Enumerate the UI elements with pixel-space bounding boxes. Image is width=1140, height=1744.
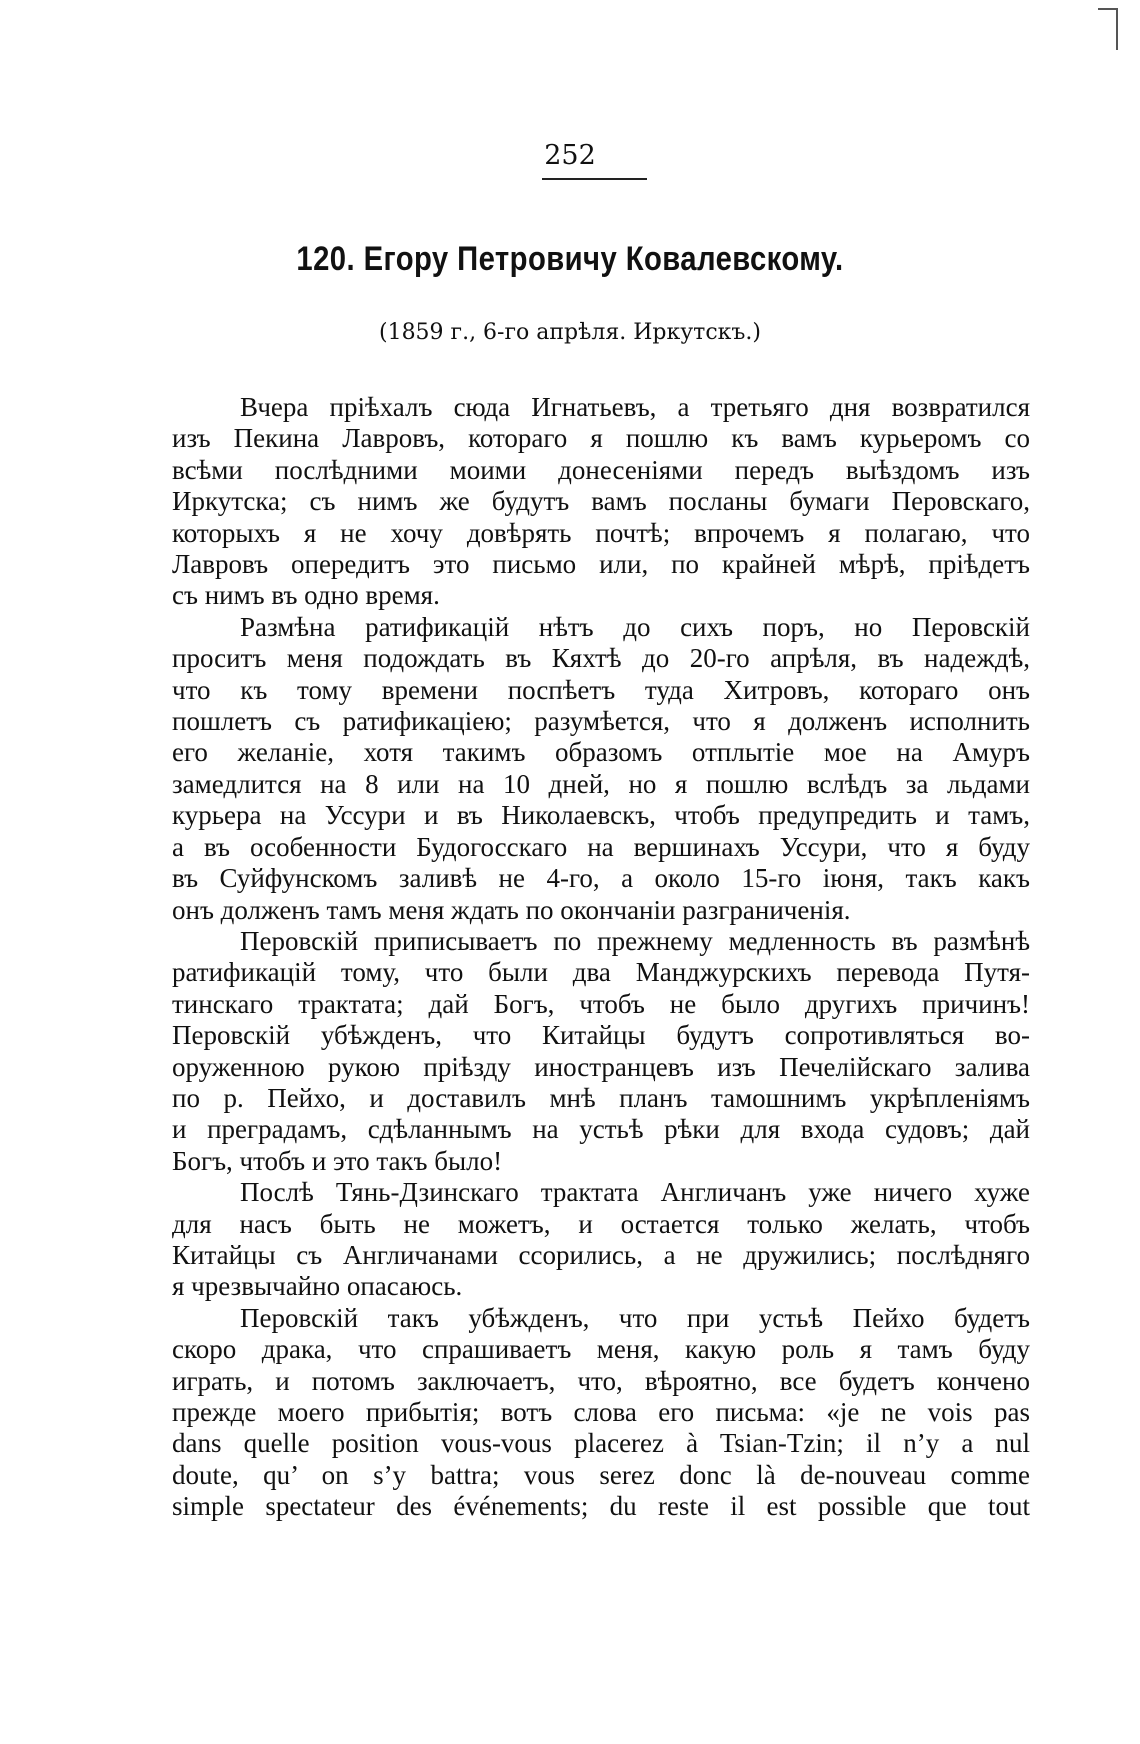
text-line: онъ долженъ тамъ меня ждать по окончаніи разграниченія. (172, 894, 851, 925)
text-line: курьера на Уссури и въ Николаевскъ, чтобъ предупредить и тамъ, (172, 800, 1030, 831)
text-line: Размѣна ратификацій нѣтъ до сихъ поръ, но Перовскій (240, 611, 1030, 642)
text-line: его желаніе, хотя такимъ образомъ отплытіе мое на Амуръ (172, 737, 1030, 768)
text-line: dans quelle position vous-vous placerez à Tsian-Tzin; il n’y a nul (172, 1428, 1030, 1459)
text-line: Перовскій приписываетъ по прежнему медленность въ размѣнѣ (240, 925, 1030, 956)
text-line: и преградамъ, сдѣланнымъ на устьѣ рѣки для входа судовъ; дай (172, 1114, 1030, 1145)
text-line: съ нимъ въ одно время. (172, 580, 440, 611)
text-line: всѣми послѣдними моими донесеніями передъ выѣздомъ изъ (172, 454, 1030, 485)
paragraph (172, 612, 1030, 926)
letter-heading: 120. Егору Петровичу Ковалевскому. (296, 240, 844, 278)
letter-body (172, 392, 1030, 1523)
text-line: Китайцы съ Англичанами ссорились, а не дружились; послѣдняго (172, 1239, 1030, 1270)
text-line: simple spectateur des événements; du reste il est possible que tout (172, 1491, 1030, 1522)
text-line: прежде моего прибытія; вотъ слова его письма: «je ne vois pas (172, 1397, 1030, 1427)
text-line: для насъ быть не можетъ, и остается только желать, чтобъ (172, 1208, 1030, 1239)
text-line: изъ Пекина Лавровъ, котораго я пошлю къ вамъ курьеромъ со (172, 423, 1030, 454)
text-line: что къ тому времени поспѣетъ туда Хитровъ, котораго онъ (172, 674, 1030, 705)
text-line: Послѣ Тянь-Дзинскаго трактата Англичанъ уже ничего хуже (240, 1177, 1030, 1208)
text-line: скоро драка, что спрашиваетъ меня, какую роль я тамъ буду (172, 1334, 1030, 1365)
paragraph (172, 392, 1030, 612)
page-edge-mark (1098, 8, 1118, 50)
text-line: оруженною рукою пріѣзду иностранцевъ изъ Печелійскаго залива (172, 1051, 1030, 1082)
paragraph (172, 1177, 1030, 1303)
text-line: замедлится на 8 или на 10 дней, но я пошлю вслѣдъ за льдами (172, 768, 1030, 799)
text-line: Перовскій такъ убѣжденъ, что при устьѣ Пейхо будетъ (240, 1302, 1030, 1333)
letter-dateline: (1859 г., 6-го апрѣля. Иркутскъ.) (378, 320, 761, 345)
text-line: doute, qu’ on s’y battra; vous serez donc là de-nouveau comme (172, 1459, 1030, 1490)
text-line: играть, и потомъ заключаетъ, что, вѣроятно, все будетъ кончено (172, 1365, 1030, 1396)
text-line: которыхъ я не хочу довѣрять почтѣ; впрочемъ я полагаю, что (172, 517, 1030, 548)
text-line: Иркутска; съ нимъ же будутъ вамъ посланы бумаги Перовскаго, (172, 486, 1030, 517)
text-line: проситъ меня подождать въ Кяхтѣ до 20-го апрѣля, въ надеждѣ, (172, 643, 1030, 674)
text-line: по р. Пейхо, и доставилъ мнѣ планъ тамошнимъ укрѣпленіямъ (172, 1082, 1030, 1113)
paragraph (172, 926, 1030, 1177)
text-line: въ Суйфунскомъ заливѣ не 4-го, а около 15-го іюня, такъ какъ (172, 863, 1030, 894)
text-line: ратификацій тому, что были два Манджурскихъ перевода Путя- (172, 957, 1030, 988)
text-line: Перовскій убѣжденъ, что Китайцы будутъ сопротивляться во- (172, 1020, 1030, 1051)
paragraph (172, 1303, 1030, 1523)
text-line: Богъ, чтобъ и это такъ было! (172, 1145, 503, 1176)
text-line: Лавровъ опередитъ это письмо или, по крайней мѣрѣ, пріѣдетъ (172, 549, 1030, 580)
text-line: а въ особенности Будогосскаго на вершинахъ Уссури, что я буду (172, 831, 1030, 862)
text-line: пошлетъ съ ратификаціею; разумѣется, что я долженъ исполнить (172, 706, 1030, 737)
text-line: тинскаго трактата; дай Богъ, чтобъ не было другихъ причинъ! (172, 988, 1030, 1019)
page-number-rule (542, 178, 647, 180)
page-number: 252 (544, 140, 596, 171)
text-line: Вчера пріѣхалъ сюда Игнатьевъ, а третьяго дня возвратился (240, 392, 1030, 422)
text-line: я чрезвычайно опасаюсь. (172, 1271, 463, 1302)
